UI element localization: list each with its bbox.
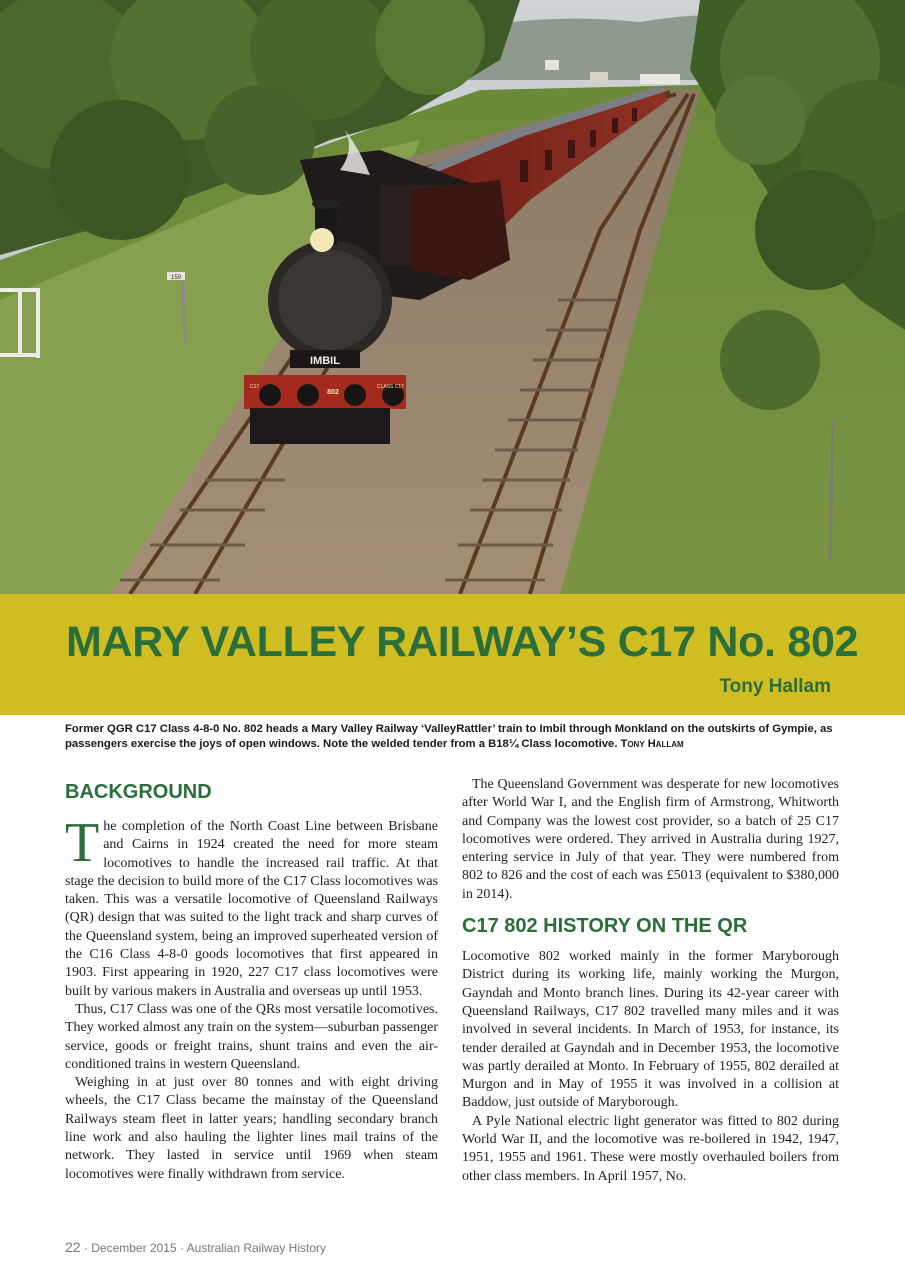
photo-caption	[65, 722, 845, 752]
railway-scene-illustration	[0, 0, 905, 594]
page-footer	[65, 1239, 326, 1255]
drop-cap: T	[65, 812, 100, 874]
body-paragraph: A Pyle National electric light generator was fitted to 802 during World War II, and the locomotive was re-boilered in 1942, 1947, 1951, 1955 and 1961. These were mostly overhauled boilers from other class members. In April 1957, No.	[462, 1113, 839, 1184]
body-paragraph: The Queensland Government was desperate for new locomotives after World War I, and the English firm of Armstrong, Whitworth and Company was the lowest cost provider, so a batch of 25 C17 locomotives were ordered. They arrived in Australia during 1927, entering service in July of that year. They were numbered from 802 to 826 and the cost of each was £5013 (equivalent to $380,000 in 2014).	[462, 777, 839, 902]
article-title: MARY VALLEY RAILWAY’S C17 No. 802	[66, 618, 859, 666]
buffer-beam-left: C17	[250, 384, 260, 390]
section-heading-background: BACKGROUND	[65, 781, 212, 803]
loco-nameboard: IMBIL	[310, 355, 340, 367]
title-band	[0, 594, 905, 715]
issue-info: · December 2015 · Australian Railway History	[83, 1241, 327, 1255]
caption-text: Former QGR C17 Class 4-8-0 No. 802 heads a Mary Valley Railway ‘ValleyRattler’ train to Imbil through Monkland on the outskirts of Gympie, as passengers exercise the joys of open windows. Note the welded tender from a B18¼ Class locomotive.	[65, 723, 833, 750]
hero-photo	[0, 0, 905, 594]
buffer-beam-right: CLASS C17	[377, 384, 404, 390]
loco-number: 802	[327, 389, 339, 396]
left-column	[65, 776, 438, 1184]
body-paragraph: Weighing in at just over 80 tonnes and with eight driving wheels, the C17 Class became the mainstay of the Queensland Railways steam fleet in latter years; handling secondary branch line work and also hauling the lighter lines mail trains of the network. They lasted in service until 1969 when steam locomotives were finally withdrawn from service.	[65, 1075, 438, 1182]
photo-credit: Tony Hallam	[620, 738, 684, 750]
right-column	[462, 776, 839, 1186]
track-sign: 159	[170, 275, 182, 281]
page-number: 22	[65, 1239, 81, 1255]
body-paragraph: The completion of the North Coast Line between Brisbane and Cairns in 1924 created the need for more steam locomotives to handle the increased rail traffic. At that stage the decision to build more of the C17 Class locomotives was taken. This was a versatile locomotive of Queensland Railways (QR) design that was suited to the light track and sharp curves of the Queensland system, being an improved superheated version of the C16 Class 4-8-0 goods locomotives that first appeared in 1903. First appearing in 1920, 227 C17 class locomotives were built by various makers in Australia and overseas up until 1953.	[65, 812, 438, 999]
article-author: Tony Hallam	[719, 676, 831, 697]
section-heading-history: C17 802 HISTORY ON THE QR	[462, 915, 748, 938]
body-paragraph: Thus, C17 Class was one of the QRs most versatile locomotives. They worked almost any train on the system—suburban passenger service, goods or freight trains, shunt trains and even the air-conditioned trains in western Queensland.	[65, 1001, 438, 1072]
body-paragraph: Locomotive 802 worked mainly in the former Maryborough District during its working life, mainly working the Murgon, Gayndah and Monto branch lines. During its 42-year career with Queensland Railways, C17 802 travelled many miles and it was involved in several incidents. In March of 1953, for instance, its tender derailed at Gayndah and in December 1953, the locomotive was partly derailed at Monto. In February of 1955, 802 derailed at Murgon and in May of 1955 it was involved in a collision at Baddow, just outside of Maryborough.	[462, 949, 839, 1111]
